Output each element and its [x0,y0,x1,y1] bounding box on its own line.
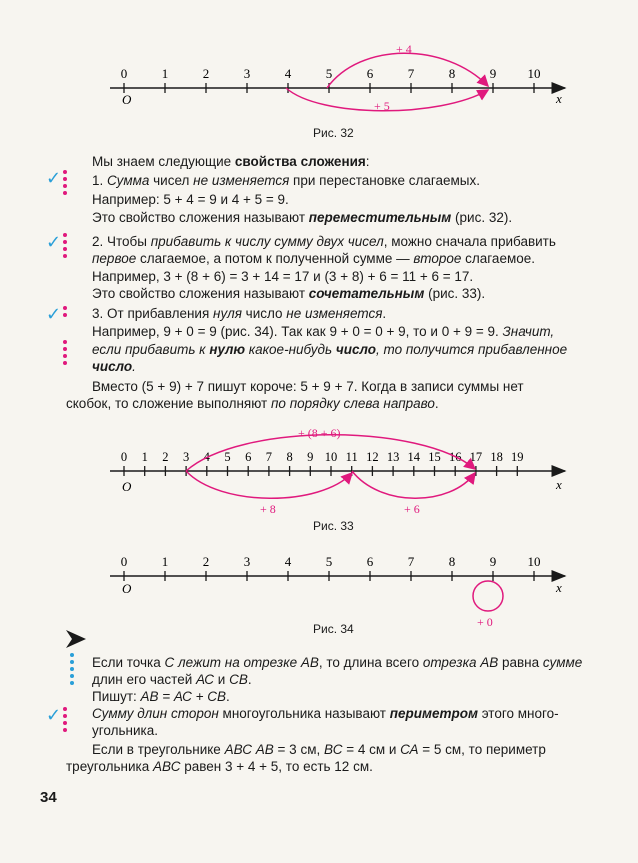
fig33-tick-label: 11 [345,450,358,464]
fig32-tick-label: 8 [448,66,456,81]
fig32-tick-label: 9 [489,66,497,81]
fig33-arc-b1-label: + 8 [260,502,276,516]
fig33-tick-label: 12 [366,450,379,464]
margin-dots [63,707,67,735]
perimeter-line-2: угольника. [92,723,158,738]
fig33-tick-label: 0 [120,450,128,464]
property-2-line-1: 2. Чтобы прибавить к числу сумму двух чисел, можно сначала прибавить [92,234,556,249]
fig33-arc-b2-label: + 6 [404,502,420,516]
segment-rule-line-1: Если точка С лежит на отрезке АВ, то длина всего отрезка АВ равна сумме [92,655,583,670]
fig33-tick-label: 2 [162,450,169,464]
checkmark-icon: ✓ [46,168,62,189]
fig33-axis-label: x [556,477,562,492]
fig32-tick-label: 0 [120,66,128,81]
fig33-tick-label: 17 [469,450,483,464]
fig32-caption: Рис. 32 [313,126,354,140]
property-3-rule-end: число. [92,359,136,374]
fig32-tick-label: 3 [243,66,251,81]
fig33-tick-label: 9 [307,450,314,464]
property-3-rule: если прибавить к нулю какое-нибудь число, то получится прибавленное [92,342,568,357]
fig32-tick-label: 1 [161,66,169,81]
property-1-line-1: 1. Сумма чисел не изменяется при перестановке слагаемых. [92,173,480,188]
fig32-axis-label: x [556,91,562,106]
fig32-tick-labels [121,66,541,81]
fig33-tick-label: 3 [182,450,190,464]
segment-rule-line-2: длин его частей АС и СВ. [92,672,252,687]
fig32-tick-label: 6 [366,66,374,81]
fig32-origin: O [122,92,132,107]
checkmark-icon: ✓ [46,705,62,726]
fig33-tick-label: 4 [203,450,210,464]
perimeter-example-1: Если в треугольнике АВС АВ = 3 см, ВС = 4 см и СА = 5 см, то периметр [92,742,546,757]
property-2-line-2: первое слагаемое, а потом к полученной сумме — второе слагаемое. [92,251,535,266]
perimeter-line-1: Сумму длин сторон многоугольника называют периметром этого много- [92,706,559,721]
fig33-tick-label: 6 [245,450,252,464]
fig33-tick-label: 15 [428,450,441,464]
fig32-tick-label: 4 [284,66,292,81]
fig34-tick-label: 7 [407,554,415,569]
property-3-example: Например, 9 + 0 = 9 (рис. 34). Так как 9 + 0 = 0 + 9, то и 0 + 9 = 9. Значит, [92,324,555,339]
fig34-tick-label: 6 [366,554,374,569]
fig33-tick-label: 10 [324,450,338,464]
fig34-tick-label: 1 [161,554,169,569]
fig32-tick-label: 5 [325,66,333,81]
perimeter-example-2: треугольника АВС равен 3 + 4 + 5, то есть 12 см. [66,759,373,774]
fig34-tick-labels [121,554,541,569]
margin-dots [63,306,67,320]
property-1-name: Это свойство сложения называют переместительным (рис. 32). [92,210,513,225]
figure-33 [0,415,638,525]
fig34-zero-loop [473,581,503,611]
fig32-tick-label: 2 [202,66,210,81]
flag-icon [66,630,86,653]
checkmark-icon: ✓ [46,232,62,253]
margin-dots [63,233,67,261]
fig34-axis-label: x [556,580,562,595]
fig33-tick-label: 13 [386,450,400,464]
order-line-1: Вместо (5 + 9) + 7 пишут короче: 5 + 9 + 7. Когда в записи суммы нет [92,379,524,394]
fig34-tick-label: 3 [243,554,251,569]
margin-dots [63,170,67,198]
fig33-tick-label: 14 [407,450,421,464]
fig33-caption: Рис. 33 [313,519,354,533]
page-number: 34 [40,789,57,806]
fig33-tick-label: 16 [448,450,462,464]
checkmark-icon: ✓ [46,304,62,325]
fig33-arc-top-label: + (8 + 6) [298,426,341,440]
property-2-example: Например, 3 + (8 + 6) = 3 + 14 = 17 и (3 + 8) + 6 = 11 + 6 = 17. [92,269,474,284]
fig34-loop-label: + 0 [477,615,493,629]
fig34-tick-label: 4 [284,554,292,569]
fig34-tick-label: 0 [120,554,128,569]
fig33-tick-label: 5 [224,450,231,464]
fig32-tick-label: 7 [407,66,415,81]
fig32-arc-top-label: + 4 [396,42,412,56]
fig32-arc-bottom-label: + 5 [374,99,390,113]
intro-line: Мы знаем следующие свойства сложения: [92,154,370,169]
fig33-tick-label: 19 [511,450,524,464]
fig34-tick-label: 10 [527,554,541,569]
fig32-tick-label: 10 [527,66,541,81]
fig33-origin: O [122,479,132,494]
fig33-tick-label: 18 [490,450,503,464]
property-2-name: Это свойство сложения называют сочетательным (рис. 33). [92,286,486,301]
margin-dots [63,340,67,368]
fig34-origin: O [122,581,132,596]
property-3-line-1: 3. От прибавления нуля число не изменяется. [92,306,387,321]
fig34-tick-label: 5 [325,554,333,569]
fig34-tick-label: 8 [448,554,456,569]
fig33-tick-labels [121,450,524,464]
segment-rule-formula: Пишут: АВ = АС + СВ. [92,689,230,704]
fig33-tick-label: 1 [141,450,148,464]
fig34-tick-label: 9 [489,554,497,569]
fig34-caption: Рис. 34 [313,622,354,636]
property-1-example: Например: 5 + 4 = 9 и 4 + 5 = 9. [92,192,289,207]
fig33-tick-label: 8 [286,450,293,464]
fig34-tick-label: 2 [202,554,210,569]
order-line-2: скобок, то сложение выполняют по порядку слева направо. [66,396,439,411]
fig33-tick-label: 7 [265,450,273,464]
margin-dots [70,653,74,688]
